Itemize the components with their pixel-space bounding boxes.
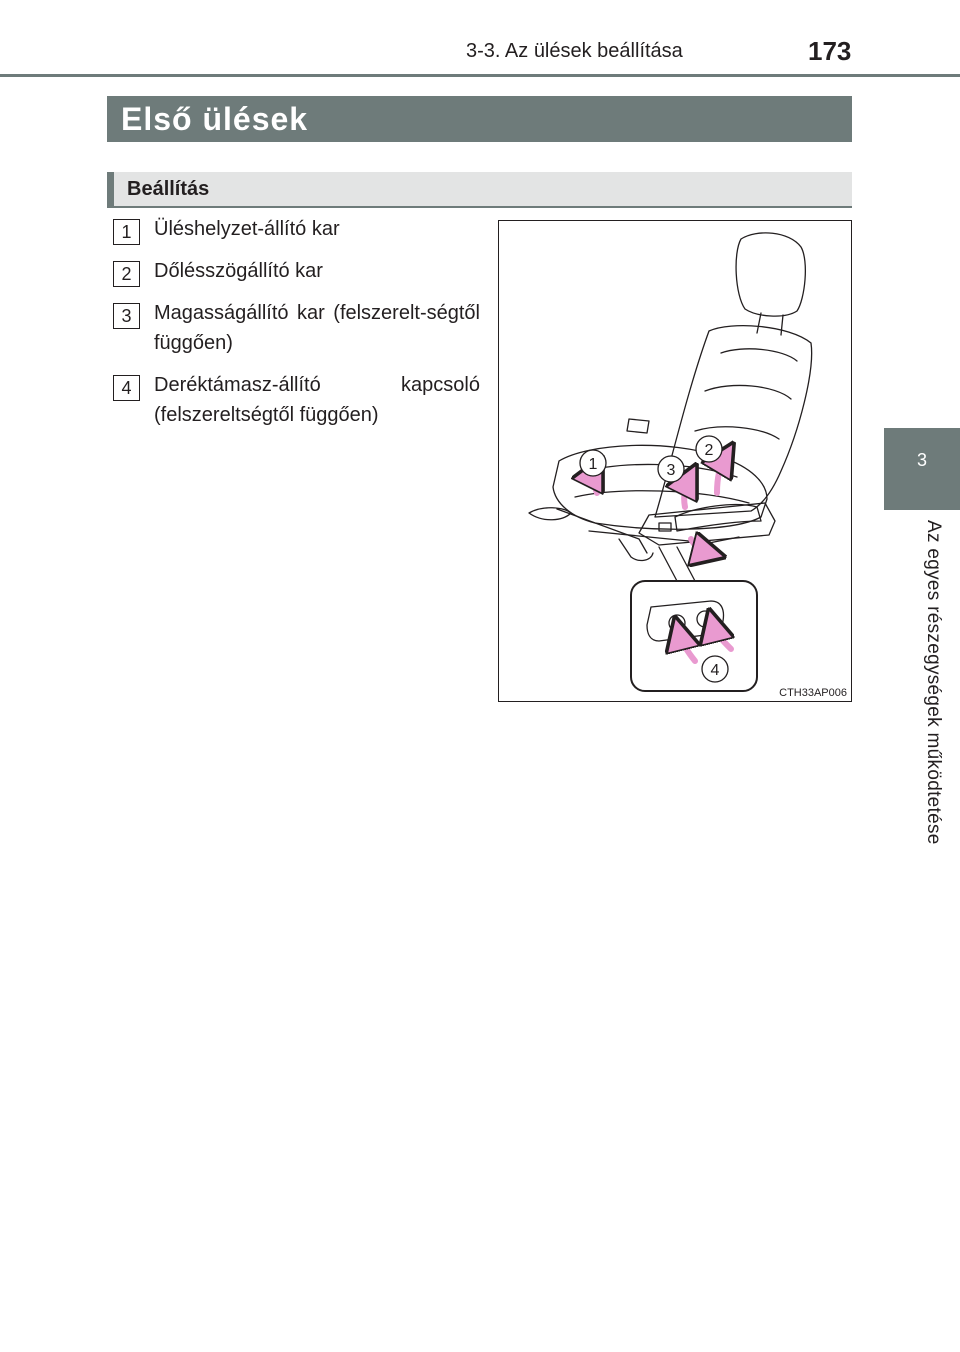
seatback-stitching (695, 349, 797, 439)
subsection-bar (107, 172, 852, 208)
headrest-outline (736, 233, 805, 316)
adjustment-list (110, 214, 480, 442)
item-text: Magasságállító kar (felszerelt-ségtől függően) (154, 302, 480, 354)
arrow-lumbar-right (713, 625, 731, 649)
subsection-title: Beállítás (127, 178, 210, 200)
running-header-section: 3-3. Az ülések beállítása (466, 40, 683, 62)
list-item (110, 298, 480, 358)
item-text: Üléshelyzet-állító kar (154, 218, 340, 240)
arrow-recline (717, 457, 725, 493)
list-item (110, 256, 480, 286)
inset-connector (659, 547, 695, 581)
section-title-bar (107, 96, 852, 142)
callout-2: 2 (704, 442, 714, 459)
lumbar-button-left (669, 615, 685, 631)
front-lever-and-rail (529, 508, 647, 553)
header-rule (0, 74, 960, 77)
subsection-accent (107, 172, 114, 208)
item-text: Deréktámasz-állító kapcsoló (felszereltségtől függően) (154, 374, 480, 426)
section-title: Első ülések (121, 101, 309, 137)
item-number: 4 (113, 375, 140, 401)
chapter-number: 3 (916, 450, 927, 470)
list-item (110, 370, 480, 430)
list-item (110, 214, 480, 244)
callout-3: 3 (666, 462, 676, 479)
figure-code: CTH33AP006 (779, 687, 847, 699)
page-number: 173 (808, 36, 852, 66)
item-number: 2 (113, 261, 140, 287)
callout-1: 1 (588, 456, 598, 473)
seatback-outline (655, 326, 812, 517)
callout-4: 4 (710, 662, 720, 679)
seat-drawing (499, 221, 851, 701)
seat-illustration (498, 220, 852, 702)
chapter-title-vertical: Az egyes részegységek működtetése (923, 520, 944, 845)
item-text: Dőlésszögállító kar (154, 260, 323, 282)
chapter-tab (884, 428, 960, 510)
item-number: 3 (113, 303, 140, 329)
belt-buckle (627, 419, 649, 433)
item-number: 1 (113, 219, 140, 245)
